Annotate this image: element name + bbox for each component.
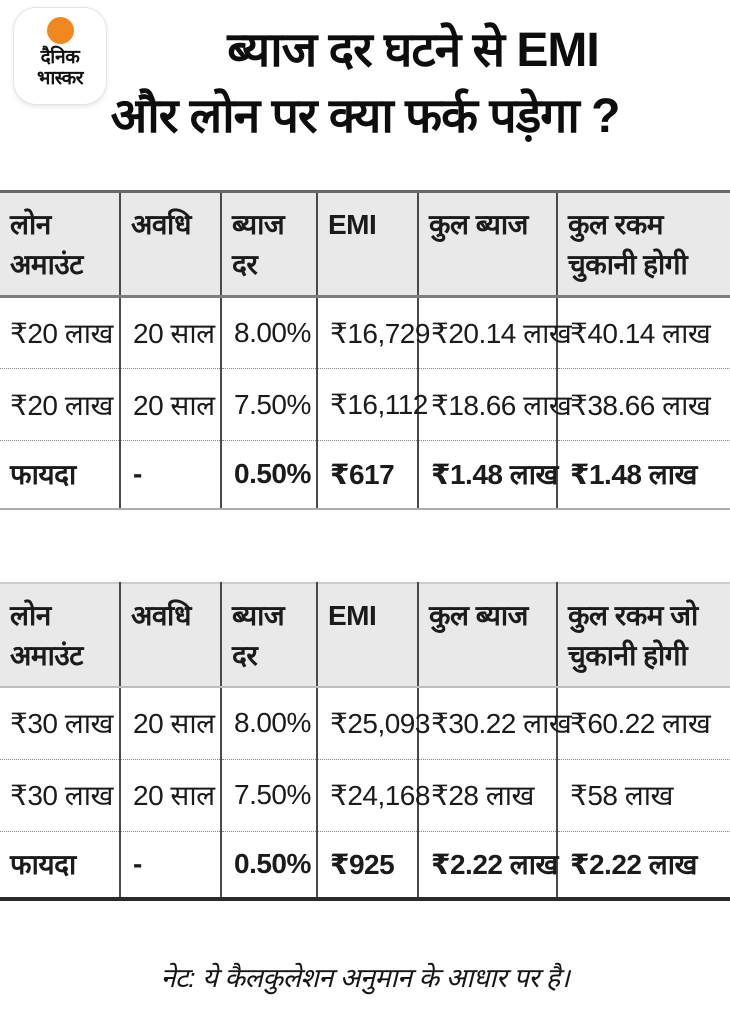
page-title [0,18,730,150]
header-tenure: अवधि [120,192,221,297]
brand-logo [14,8,106,104]
table-cell: 0.50% [221,441,317,509]
table-cell: 20 साल [120,369,221,441]
brand-name [37,47,83,89]
table-cell: 8.00% [221,297,317,369]
table-cell: ₹58 लाख [557,759,730,831]
table-header-row [0,583,730,687]
table-cell: ₹20 लाख [0,369,120,441]
header-tenure: अवधि [120,583,221,687]
table-cell: ₹30 लाख [0,687,120,759]
table-cell: ₹28 लाख [418,759,557,831]
table-row-benefit [0,441,730,509]
header-emi: EMI [317,192,418,297]
loan-table-30-lakh [0,582,730,901]
header-interest-rate: ब्याज दर [221,192,317,297]
table-cell: 8.00% [221,687,317,759]
table-cell: ₹30.22 लाख [418,687,557,759]
table-row [0,369,730,441]
table-cell: 20 साल [120,759,221,831]
brand-name-line2: भास्कर [36,68,84,89]
title-line-1: ब्याज दर घटने से EMI [227,24,599,77]
table-cell: - [120,831,221,899]
table-cell: 20 साल [120,687,221,759]
brand-orange-dot-icon [47,17,74,44]
header-loan-amount: लोन अमाउंट [0,583,120,687]
table-cell: ₹2.22 लाख [418,831,557,899]
table-cell: 20 साल [120,297,221,369]
table-row [0,687,730,759]
table-row [0,297,730,369]
header-total-interest: कुल ब्याज [418,583,557,687]
table-cell: ₹16,729 [317,297,418,369]
table-cell: - [120,441,221,509]
table-cell: ₹2.22 लाख [557,831,730,899]
table-cell: ₹20.14 लाख [418,297,557,369]
header-interest-rate: ब्याज दर [221,583,317,687]
table-cell: ₹25,093 [317,687,418,759]
table-cell: ₹1.48 लाख [418,441,557,509]
table-row [0,759,730,831]
table-row-benefit [0,831,730,899]
table-cell: ₹1.48 लाख [557,441,730,509]
table-cell: ₹925 [317,831,418,899]
table-cell: ₹38.66 लाख [557,369,730,441]
table-cell: ₹20 लाख [0,297,120,369]
table-cell: 7.50% [221,369,317,441]
loan-table-20-lakh [0,190,730,510]
table-cell: ₹40.14 लाख [570,318,711,349]
table-cell: 7.50% [221,759,317,831]
brand-name-line1: दैनिक [40,47,80,68]
header-total-payable: कुल रकम जो चुकानी होगी [557,583,730,687]
table-cell: ₹30 लाख [0,759,120,831]
title-line-2: और लोन पर क्या फर्क पड़ेगा ? [110,90,620,143]
header-emi: EMI [317,583,418,687]
footer-note: नेट: ये कैलकुलेशन अनुमान के आधार पर है। [160,963,570,993]
header-loan-amount: लोन अमाउंट [0,192,120,297]
header-total-interest: कुल ब्याज [418,192,557,297]
table-cell: ₹60.22 लाख [570,708,711,740]
table-cell: ₹18.66 लाख [418,369,557,441]
table-cell: ₹617 [317,441,418,509]
table-cell: ₹16,112 [317,369,418,441]
table-header-row [0,192,730,297]
table-cell: फायदा [0,441,120,509]
table-cell: 0.50% [221,831,317,899]
table-cell: ₹24,168 [317,759,418,831]
table-cell: फायदा [0,831,120,899]
header-total-payable: कुल रकम चुकानी होगी [557,192,730,297]
